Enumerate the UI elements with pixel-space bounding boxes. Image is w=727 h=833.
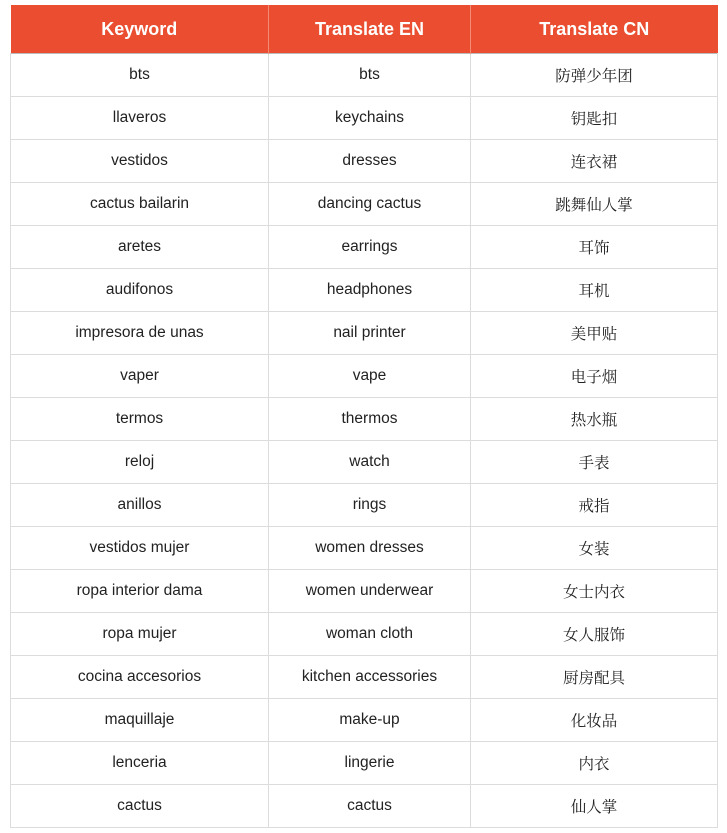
translate-cn-cell: 内衣 [471,742,718,785]
translate-en-cell: woman cloth [269,613,471,656]
translate-cn-cell: 电子烟 [471,355,718,398]
table-row [11,226,718,269]
translate-cn-cell: 跳舞仙人掌 [471,183,718,226]
translate-en-cell: nail printer [269,312,471,355]
keyword-cell: bts [11,54,269,97]
table-row [11,699,718,742]
keyword-cell: cactus bailarin [11,183,269,226]
table-header [11,5,718,54]
keyword-cell: aretes [11,226,269,269]
table-row [11,54,718,97]
keyword-translation-table-container [10,5,717,828]
translate-en-cell: headphones [269,269,471,312]
keyword-cell: ropa mujer [11,613,269,656]
translate-cn-cell: 防弹少年团 [471,54,718,97]
table-row [11,441,718,484]
keyword-cell: llaveros [11,97,269,140]
translate-en-cell: rings [269,484,471,527]
table-row [11,785,718,828]
keyword-cell: reloj [11,441,269,484]
table-row [11,97,718,140]
table-row [11,484,718,527]
table-row [11,183,718,226]
table-row [11,398,718,441]
column-header-translate-cn: Translate CN [471,5,718,54]
translate-cn-cell: 厨房配具 [471,656,718,699]
translate-cn-cell: 美甲贴 [471,312,718,355]
keyword-cell: ropa interior dama [11,570,269,613]
table-row [11,355,718,398]
translate-en-cell: make-up [269,699,471,742]
keyword-cell: lenceria [11,742,269,785]
keyword-cell: cocina accesorios [11,656,269,699]
translate-cn-cell: 化妆品 [471,699,718,742]
translate-en-cell: lingerie [269,742,471,785]
table-row [11,656,718,699]
table-row [11,527,718,570]
translate-cn-cell: 女士内衣 [471,570,718,613]
translate-cn-cell: 钥匙扣 [471,97,718,140]
keyword-cell: maquillaje [11,699,269,742]
table-row [11,312,718,355]
translate-en-cell: cactus [269,785,471,828]
translate-en-cell: dancing cactus [269,183,471,226]
column-header-keyword: Keyword [11,5,269,54]
translate-en-cell: women underwear [269,570,471,613]
keyword-cell: cactus [11,785,269,828]
translate-en-cell: vape [269,355,471,398]
translate-en-cell: earrings [269,226,471,269]
translate-en-cell: women dresses [269,527,471,570]
keyword-cell: audifonos [11,269,269,312]
table-row [11,613,718,656]
translate-cn-cell: 女装 [471,527,718,570]
translate-en-cell: kitchen accessories [269,656,471,699]
translate-en-cell: bts [269,54,471,97]
keyword-cell: vestidos mujer [11,527,269,570]
translate-cn-cell: 仙人掌 [471,785,718,828]
translate-en-cell: dresses [269,140,471,183]
keyword-translation-table [10,5,718,828]
translate-cn-cell: 戒指 [471,484,718,527]
translate-cn-cell: 女人服饰 [471,613,718,656]
table-row [11,570,718,613]
translate-cn-cell: 耳机 [471,269,718,312]
translate-cn-cell: 连衣裙 [471,140,718,183]
column-header-translate-en: Translate EN [269,5,471,54]
table-row [11,269,718,312]
table-body [11,54,718,828]
table-row [11,742,718,785]
header-row [11,5,718,54]
keyword-cell: anillos [11,484,269,527]
keyword-cell: vestidos [11,140,269,183]
translate-cn-cell: 热水瓶 [471,398,718,441]
table-row [11,140,718,183]
keyword-cell: vaper [11,355,269,398]
translate-en-cell: keychains [269,97,471,140]
translate-cn-cell: 耳饰 [471,226,718,269]
translate-cn-cell: 手表 [471,441,718,484]
keyword-cell: impresora de unas [11,312,269,355]
translate-en-cell: thermos [269,398,471,441]
keyword-cell: termos [11,398,269,441]
translate-en-cell: watch [269,441,471,484]
